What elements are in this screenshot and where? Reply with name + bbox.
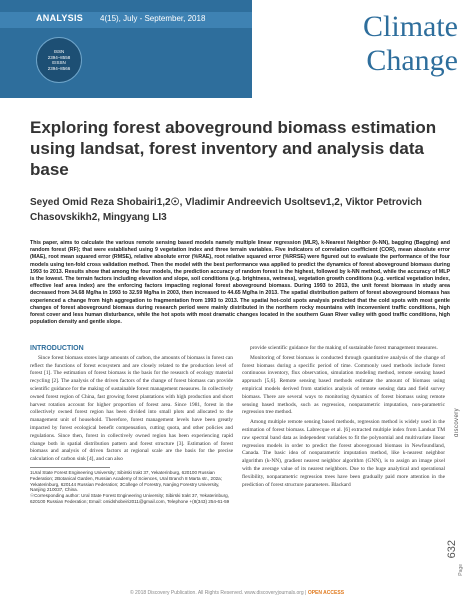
author-list: Seyed Omid Reza Shobairi1,2☉, Vladimir Andreevich Usoltsev1,2, Viktor Petrovich Chasovskikh2, Mingyang LI3 — [30, 197, 422, 223]
left-column — [30, 345, 233, 505]
body-paragraph: Among multiple remote sensing based methods, regression method is widely used in the estimation of forest biomass. Labrecque et al. [6] extracted multiple index from Landsat TM raw spectral band data as independent variables to fit the polynomial and multivariate linear regression models in order to predict the forest aboveground biomass in Newfoundland, Canada. The basic idea of nonparametric imputation method, like k-nearest neighbor algorithm (k-NN), gradient nearest neighbor algorithm (GNN), is to assign an image pixel with the average value of its nearest neighbors. Due to the huge analytical and operational flexibility, nonparametric regression trees have been gradually paid more attention in the prediction of forest structure parameters. Blackard — [242, 419, 445, 488]
abstract: This paper, aims to calculate the various remote sensing based models namely multiple linear regression (MLR), k-Nearest Neighbor (k-NN), bagging (Bagging) and random forest (RF); that were established using 9 vegetation index and three terrain variables. Five indicators of correlation coefficient (COR), mean absolute error (MAE), root mean squared error (RMSE), relative absolute error (%RAE), root relative squared error (%RRSE) were figured out to evaluate the performance of the four models using ten-fold cross validation method. Then the model with the best performance was applied to predict the dynamics of forest aboveground biomass during 1993 to 2013. Results show that among the four models, the prediction accuracy of random forest is the highest, followed by k-NN method, while the accuracy of MLP is the lowest. The terrain factors including elevation and slope, soil conditions (e.g. brightness, wetness), vegetation growth conditions (e.g. vertical vegetation index, effective leaf area index) are the enforcing factors impacting regional forest aboveground biomass. During 1993 to 2013, the unit forest biomass in study area decreased from 34.68 Mg/ha in 1993 to 32.59 Mg/ha in 2003, then increased to 44.65 Mg/ha in 2013. The spatial distribution pattern of forest aboveground biomass has experienced a change from high aggregation to fragmentation from 1993 to 2013. The spatial hot-cold spots analysis predicted that the cold spots with most gentle changes of forest aboveground biomass during research period were mainly distributed in the northern rocky mountains with inconvenient traffic conditions, high forest cover and less human disturbance, while the hot spots with most dramatic changes located in the southern Guan River valley with good traffic conditions, high population density and gentle slope. — [30, 240, 450, 326]
footer-separator: | — [305, 590, 308, 596]
right-column — [242, 345, 445, 489]
body-paragraph: Monitoring of forest biomass is conducted through quantitative analysis of the change of forest biomass during a specific period of time. Commonly used methods include forest continuous inventory, flux observation, simulation modeling method, remote sensing based approach [5,6]. Remote sensing based methods estimate the amount of biomass using empirical models derived from statistics analysis of remote sensing data and field survey biomass. There are several ways to monitoring dynamics of forest biomass using remote sensing based methods, such as regression, nonparametric imputation, non-parametric regression tree method. — [242, 354, 445, 416]
journal-name — [363, 10, 458, 78]
page-footer — [0, 587, 474, 599]
body-paragraph: provide scientific guidance for the making of sustainable forest management measures. — [250, 345, 438, 351]
body-paragraph: Since forest biomass stores large amounts of carbon, the amounts of biomass in forest can reflect the functions of forest ecosystem and are closely related to the production level of forest [1]. The estimation of forest biomass is the basis for the research of ecology material recycling [2]. The analysis of the driven factors of the change of forest biomass can provide scientific guidance for the making of sustainable forest management measures. In collectively owned forest region of China, fast growing forest plantations with high production and short harvest rotation account for higher proportion of forest area. Since 1981, forest in the collectively owned forest region has been divided into small plots and allocated to the management unit of household. Therefore, forest management levels have been greatly impacted by forest ecological benefit compensation, cutting quota, and other policies and regulations. Since then, forest in collectively owned region has been experiencing rapid change both in spatial distribution pattern and forest structure [3]. Estimation of forest biomass and analysis of driven factors at regional scale are the basis for the precise calculation of carbon sink [4], and can also — [30, 354, 233, 463]
journal-name-line2: Change — [366, 44, 458, 77]
journal-name-line1: Climate — [363, 10, 458, 43]
issn-label: ISSN — [53, 49, 65, 54]
issn-number: 2394–8558 — [47, 54, 71, 60]
article-title: Exploring forest aboveground biomass estimation using landsat, forest inventory and analysis data base — [30, 118, 437, 179]
open-access-badge: OPEN ACCESS — [307, 590, 345, 596]
section-label: ANALYSIS — [36, 13, 84, 23]
journal-title-box — [252, 0, 474, 98]
page-number: 632 — [446, 540, 458, 559]
copyright-text: © 2018 Discovery Publication. All Rights Reserved. www.discoveryjournals.org — [129, 590, 304, 596]
affiliation-footnote: 1Ural State Forest Engineering University; Sibirski trakt 37, Yekaterinburg, 620100 Russian Federation; 2Botanical Garden, Russian Academy of Sciences, Ural Branch 8 Marta str., 202a; Yekaterinburg, 620144 Russian Federation; 3College of Forestry, Nanjing Forestry University, Nanjing 210037, China. — [30, 469, 223, 493]
issue-info: 4(15), July - September, 2018 — [100, 14, 206, 23]
eissn-number: 2394–8566 — [47, 65, 71, 71]
footnote-divider — [30, 467, 110, 468]
page-label: Page — [458, 564, 464, 576]
corresponding-author-footnote: ☉Corresponding author: Ural State Forest Engineering University; Sibirski trakt 37, Yekaterinburg, 620100 Russian Federation; Email: omidshobeiri2011@gmail.com, Telephone +(8(343) 254-61-59 — [30, 493, 230, 504]
publisher-logo: discovery — [454, 408, 460, 437]
introduction-heading: INTRODUCTION — [30, 345, 84, 352]
issn-seal — [36, 37, 82, 83]
eissn-label: EISSN — [52, 60, 66, 65]
